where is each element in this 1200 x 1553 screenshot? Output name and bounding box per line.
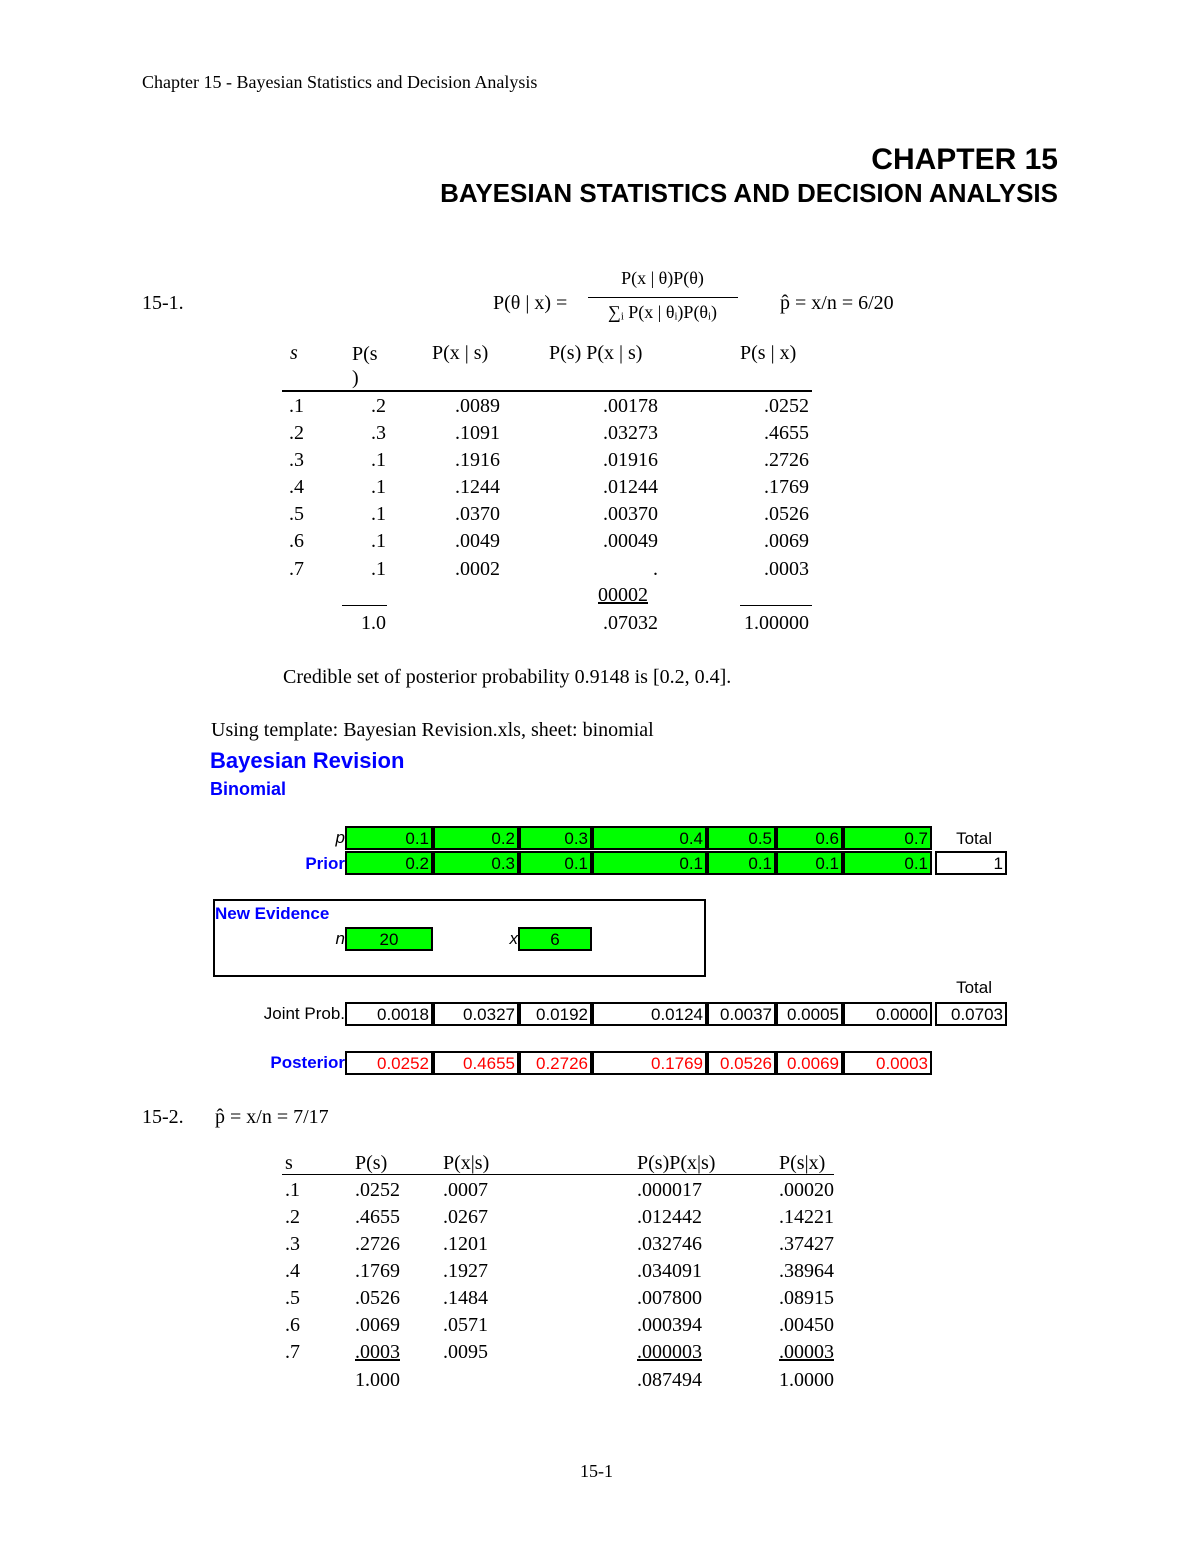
t1-cell: .0252 <box>764 395 809 417</box>
t2-cell: .000017 <box>637 1179 702 1201</box>
credible-set-text: Credible set of posterior probability 0.9148 is [0.2, 0.4]. <box>283 666 732 688</box>
t1-cell: .1244 <box>455 476 500 498</box>
t2-cell: .4655 <box>355 1206 400 1228</box>
prior-value-cell[interactable]: 0.1 <box>707 851 776 875</box>
posterior-cell[interactable]: 0.0526 <box>707 1051 776 1075</box>
col-header-pxs: P(x | s) <box>432 342 489 364</box>
t1-cell: .1769 <box>764 476 809 498</box>
t2-cell: .0526 <box>355 1287 400 1309</box>
t2-cell: .0003 <box>355 1341 400 1363</box>
t1-cell: .4655 <box>764 422 809 444</box>
t1-cell: .1 <box>371 449 386 471</box>
posterior-cell[interactable]: 0.0252 <box>345 1051 433 1075</box>
prior-value-cell[interactable]: 0.1 <box>776 851 843 875</box>
t1-cell: .3 <box>289 449 304 471</box>
joint-prob-cell[interactable]: 0.0124 <box>592 1002 707 1026</box>
t2-cell: .00450 <box>779 1314 834 1336</box>
joint-prob-cell[interactable]: 0.0037 <box>707 1002 776 1026</box>
extra-line: 00002 <box>598 584 648 606</box>
t1-cell: .0003 <box>764 558 809 580</box>
joint-prob-cell[interactable]: 0.0005 <box>776 1002 843 1026</box>
t1-cell: .2 <box>289 422 304 444</box>
t1-cell: .1916 <box>455 449 500 471</box>
t2-cell: .032746 <box>637 1233 702 1255</box>
posterior-cell[interactable]: 0.2726 <box>519 1051 592 1075</box>
t1-cell: .1 <box>371 530 386 552</box>
t1-cell: .2 <box>371 395 386 417</box>
total-prior: 1.0 <box>361 612 386 634</box>
joint-prob-cell[interactable]: 0.0192 <box>519 1002 592 1026</box>
t1-cell: .0002 <box>455 558 500 580</box>
page-number: 15-1 <box>580 1461 613 1481</box>
t2-cell: .08915 <box>779 1287 834 1309</box>
col-header-s: s <box>290 342 298 364</box>
n-input[interactable]: 20 <box>345 927 433 951</box>
posterior-cell[interactable]: 0.1769 <box>592 1051 707 1075</box>
x-input[interactable]: 6 <box>518 927 592 951</box>
p-value-cell[interactable]: 0.4 <box>592 826 707 850</box>
total-posterior: 1.00000 <box>744 612 809 634</box>
p-value-cell[interactable]: 0.6 <box>776 826 843 850</box>
t2-cell: .1769 <box>355 1260 400 1282</box>
t2-cell: .0069 <box>355 1314 400 1336</box>
t2-cell: .37427 <box>779 1233 834 1255</box>
t1-cell: .6 <box>289 530 304 552</box>
t2-header-ps: P(s) <box>355 1152 388 1174</box>
t2-cell: .38964 <box>779 1260 834 1282</box>
t2-cell: .000394 <box>637 1314 702 1336</box>
t1-cell: .7 <box>289 558 304 580</box>
t1-cell: .1 <box>371 558 386 580</box>
col-header-ps: P(s ) <box>352 343 378 389</box>
p-value-cell[interactable]: 0.3 <box>519 826 592 850</box>
col-header-joint: P(s) P(x | s) <box>549 342 643 364</box>
formula-bar <box>588 297 738 298</box>
t2-total-joint: .087494 <box>637 1369 702 1391</box>
chapter-title: CHAPTER 15 <box>871 143 1058 176</box>
t2-total-prior: 1.000 <box>355 1369 400 1391</box>
total-joint: .07032 <box>603 612 658 634</box>
joint-total-cell[interactable]: 0.0703 <box>935 1002 1007 1026</box>
problem-label-15-1: 15-1. <box>142 292 184 314</box>
t1-cell: .1 <box>371 476 386 498</box>
p-row-label: p <box>335 828 345 847</box>
prior-value-cell[interactable]: 0.1 <box>519 851 592 875</box>
problem-label-15-2: 15-2. <box>142 1106 184 1128</box>
t1-cell: .01916 <box>603 449 658 471</box>
t2-header-joint: P(s)P(x|s) <box>637 1152 716 1174</box>
p-hat-estimate: p̂ = x/n = 6/20 <box>780 292 894 314</box>
posterior-cell[interactable]: 0.4655 <box>433 1051 519 1075</box>
p-value-cell[interactable]: 0.1 <box>345 826 433 850</box>
t1-cell: .2726 <box>764 449 809 471</box>
t2-cell: .2 <box>285 1206 300 1228</box>
prior-row-label: Prior <box>305 854 345 873</box>
t1-cell: .00178 <box>603 395 658 417</box>
posterior-cell[interactable]: 0.0069 <box>776 1051 843 1075</box>
p-value-cell[interactable]: 0.7 <box>843 826 932 850</box>
p-hat-estimate-2: p̂ = x/n = 7/17 <box>215 1106 329 1128</box>
t1-cell: .00049 <box>603 530 658 552</box>
t1-cell: .1 <box>289 395 304 417</box>
t2-cell: .0007 <box>443 1179 488 1201</box>
t1-cell: . <box>653 558 658 580</box>
formula-numerator: P(x | θ)P(θ) <box>621 268 704 288</box>
t1-cell: .00370 <box>603 503 658 525</box>
sheet-subtitle: Binomial <box>210 779 287 799</box>
t2-cell: .2726 <box>355 1233 400 1255</box>
t2-cell: .007800 <box>637 1287 702 1309</box>
prior-value-cell[interactable]: 0.1 <box>592 851 707 875</box>
t1-cell: .5 <box>289 503 304 525</box>
prior-value-cell[interactable]: 0.3 <box>433 851 519 875</box>
posterior-cell[interactable]: 0.0003 <box>843 1051 932 1075</box>
t1-cell: .0069 <box>764 530 809 552</box>
chapter-subtitle: BAYESIAN STATISTICS AND DECISION ANALYSIS <box>440 178 1058 208</box>
n-label: n <box>335 929 345 948</box>
t2-cell: .0252 <box>355 1179 400 1201</box>
running-header: Chapter 15 - Bayesian Statistics and Decision Analysis <box>142 72 538 92</box>
t2-cell: .00020 <box>779 1179 834 1201</box>
p-value-cell[interactable]: 0.2 <box>433 826 519 850</box>
prior-total-cell[interactable]: 1 <box>935 851 1007 875</box>
new-evidence-title: New Evidence <box>215 904 330 923</box>
p-value-cell[interactable]: 0.5 <box>707 826 776 850</box>
t2-cell: .3 <box>285 1233 300 1255</box>
prior-value-cell[interactable]: 0.1 <box>843 851 932 875</box>
sheet-title: Bayesian Revision <box>210 748 405 773</box>
sum-rule-2 <box>740 605 812 606</box>
t2-cell: .1484 <box>443 1287 488 1309</box>
total-header-1: Total <box>956 829 992 848</box>
t2-cell: .034091 <box>637 1260 702 1282</box>
t1-cell: .1091 <box>455 422 500 444</box>
t2-header-post: P(s|x) <box>779 1152 826 1174</box>
t2-cell: .7 <box>285 1341 300 1363</box>
formula-lhs: P(θ | x) = <box>493 292 568 314</box>
t1-cell: .3 <box>371 422 386 444</box>
t2-cell: .0267 <box>443 1206 488 1228</box>
t2-cell: .1927 <box>443 1260 488 1282</box>
x-label: x <box>509 929 518 948</box>
t2-cell: .1 <box>285 1179 300 1201</box>
t1-cell: .0370 <box>455 503 500 525</box>
total-header-2: Total <box>956 978 992 997</box>
t1-cell: .0526 <box>764 503 809 525</box>
t2-cell: .4 <box>285 1260 300 1282</box>
t2-cell: .00003 <box>779 1341 834 1363</box>
t2-cell: .5 <box>285 1287 300 1309</box>
t2-header-pxs: P(x|s) <box>443 1152 490 1174</box>
t2-total-post: 1.0000 <box>779 1369 834 1391</box>
joint-prob-cell[interactable]: 0.0000 <box>843 1002 932 1026</box>
posterior-row-label: Posterior <box>270 1053 345 1072</box>
t2-cell: .6 <box>285 1314 300 1336</box>
sum-rule-1 <box>342 605 387 606</box>
table-rule <box>282 390 812 392</box>
t2-header-s: s <box>285 1152 293 1174</box>
col-header-post: P(s | x) <box>740 342 797 364</box>
t2-cell: .000003 <box>637 1341 702 1363</box>
formula-denominator: ∑ᵢ P(x | θᵢ)P(θᵢ) <box>607 302 717 322</box>
joint-row-label: Joint Prob. <box>263 1004 345 1023</box>
t1-cell: .03273 <box>603 422 658 444</box>
t2-cell: .14221 <box>779 1206 834 1228</box>
t1-cell: .1 <box>371 503 386 525</box>
t2-cell: .1201 <box>443 1233 488 1255</box>
t1-cell: .4 <box>289 476 304 498</box>
prior-value-cell[interactable]: 0.2 <box>345 851 433 875</box>
joint-prob-cell[interactable]: 0.0018 <box>345 1002 433 1026</box>
template-note: Using template: Bayesian Revision.xls, sheet: binomial <box>211 719 654 741</box>
t1-cell: .0049 <box>455 530 500 552</box>
t2-cell: .0571 <box>443 1314 488 1336</box>
t2-cell: .012442 <box>637 1206 702 1228</box>
joint-prob-cell[interactable]: 0.0327 <box>433 1002 519 1026</box>
t1-cell: .0089 <box>455 395 500 417</box>
t1-cell: .01244 <box>603 476 658 498</box>
t2-cell: .0095 <box>443 1341 488 1363</box>
